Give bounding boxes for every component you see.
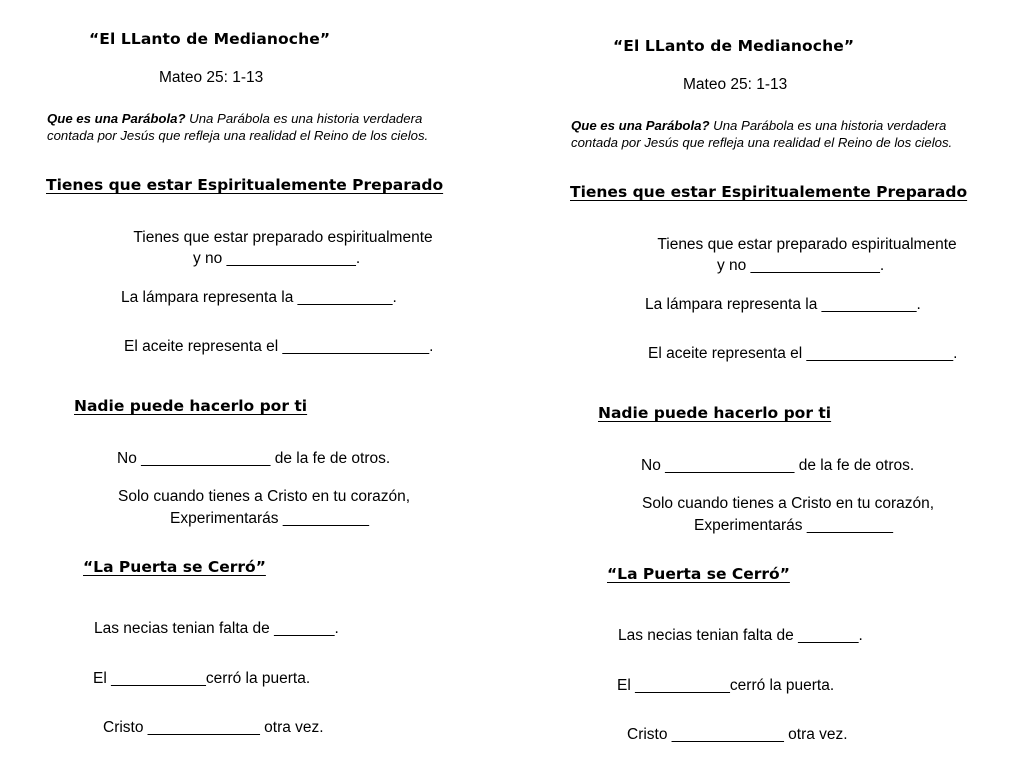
prepared-line-b: y no _______________. <box>193 250 361 267</box>
foolish-line: Las necias tenian falta de _______. <box>94 620 339 637</box>
christ-heart-line-b: Experimentarás __________ <box>694 517 894 534</box>
definition-label: Que es una Parábola? <box>571 118 710 133</box>
definition-text-line1: Una Parábola es una historia verdadera <box>185 111 423 126</box>
scripture-reference: Mateo 25: 1-13 <box>683 76 788 93</box>
christ-return-line: Cristo _____________ otra vez. <box>627 726 848 743</box>
definition-text-line2: contada por Jesús que refleja una realidad el Reino de los cielos. <box>571 135 953 150</box>
christ-return-line: Cristo _____________ otra vez. <box>103 719 324 736</box>
faith-line: No _______________ de la fe de otros. <box>641 457 915 474</box>
parable-definition <box>47 110 422 127</box>
christ-heart-line-a: Solo cuando tienes a Cristo en tu corazón, <box>118 488 411 505</box>
section-heading-puerta: “La Puerta se Cerró” <box>83 558 266 576</box>
prepared-line-b: y no _______________. <box>717 257 885 274</box>
lamp-line: La lámpara representa la ___________. <box>121 289 397 306</box>
christ-heart-line-a: Solo cuando tienes a Cristo en tu corazón, <box>642 495 935 512</box>
handout-right <box>524 7 1024 775</box>
section-heading-preparado: Tienes que estar Espiritualemente Preparado <box>570 183 968 201</box>
oil-line: El aceite representa el _________________. <box>124 338 434 355</box>
section-heading-nadie: Nadie puede hacerlo por ti <box>598 404 832 422</box>
foolish-line: Las necias tenian falta de _______. <box>618 627 863 644</box>
section-heading-nadie: Nadie puede hacerlo por ti <box>74 397 308 415</box>
door-line: El ___________cerró la puerta. <box>93 670 311 687</box>
door-line: El ___________cerró la puerta. <box>617 677 835 694</box>
christ-heart-line-b: Experimentarás __________ <box>170 510 370 527</box>
oil-line: El aceite representa el _________________. <box>648 345 958 362</box>
handout-title: “El LLanto de Medianoche” <box>89 30 331 48</box>
lamp-line: La lámpara representa la ___________. <box>645 296 921 313</box>
prepared-line-a: Tienes que estar preparado espiritualmente <box>133 229 433 246</box>
section-heading-preparado: Tienes que estar Espiritualemente Preparado <box>46 176 444 194</box>
section-heading-puerta: “La Puerta se Cerró” <box>607 565 790 583</box>
scripture-reference: Mateo 25: 1-13 <box>159 69 264 86</box>
prepared-line-a: Tienes que estar preparado espiritualmente <box>657 236 957 253</box>
definition-text-line2: contada por Jesús que refleja una realidad el Reino de los cielos. <box>47 128 429 143</box>
definition-label: Que es una Parábola? <box>47 111 186 126</box>
handout-title: “El LLanto de Medianoche” <box>613 37 855 55</box>
handout-left <box>0 0 512 768</box>
faith-line: No _______________ de la fe de otros. <box>117 450 391 467</box>
parable-definition <box>571 117 946 134</box>
definition-text-line1: Una Parábola es una historia verdadera <box>709 118 947 133</box>
